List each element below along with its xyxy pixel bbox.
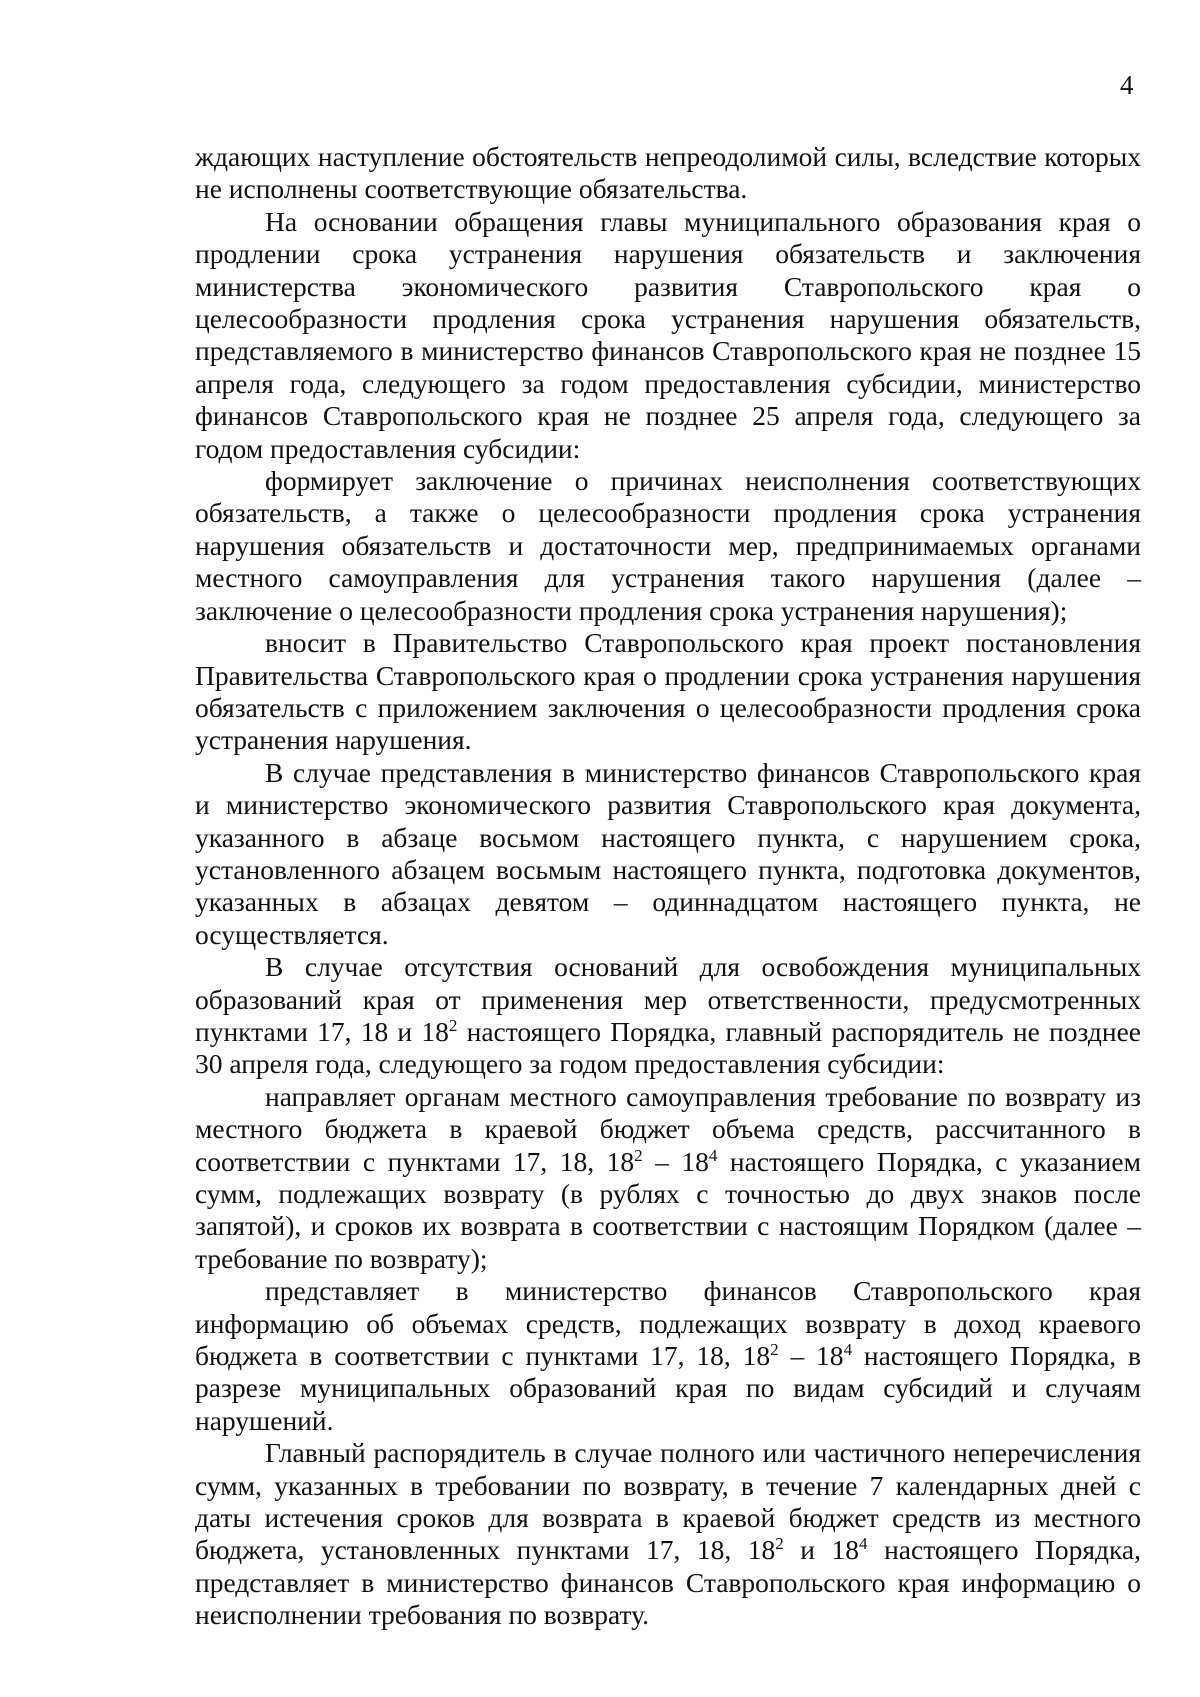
paragraph: В случае представления в министерство финансов Ставропольского края и министерство экономического развития Ставропольского края документа, указанного в абзаце восьмом настоящего пункта, с нарушением срока, установленного абзацем восьмым настоящего пункта, подготовка документов, указанных в абзацах девятом – одиннадцатом настоящего пункта, не осуществляется. bbox=[195, 756, 1141, 950]
paragraph: ждающих наступление обстоятельств непреодолимой силы, вследствие которых не исполнены соответствующие обязательства. bbox=[195, 141, 1141, 205]
paragraph: формирует заключение о причинах неисполнения соответствующих обязательств, а также о целесообразности продления срока устранения нарушения обязательств и достаточности мер, предпринимаемых органами местного самоуправления для устранения такого нарушения (далее – заключение о целесообразности продления срока устранения нарушения); bbox=[195, 465, 1141, 626]
document-body bbox=[195, 141, 1141, 1632]
paragraph: Главный распорядитель в случае полного или частичного неперечисления сумм, указанных в требовании по возврату, в течение 7 календарных дней с даты истечения сроков для возврата в краевой бюджет средств из местного бюджета, установленных пунктами 17, 18, $18^2$ и $18^4$ настоящего Порядка, представляет в министерство финансов Ставропольского края информацию о неисполнении требования по возврату. bbox=[195, 1437, 1141, 1631]
paragraph: На основании обращения главы муниципального образования края о продлении срока устранения нарушения обязательств и заключения министерства экономического развития Ставропольского края о целесообразности продления срока устранения нарушения обязательств, представляемого в министерство финансов Ставропольского края не позднее 15 апреля года, следующего за годом предоставления субсидии, министерство финансов Ставропольского края не позднее 25 апреля года, следующего за годом предоставления субсидии: bbox=[195, 205, 1141, 464]
paragraph: направляет органам местного самоуправления требование по возврату из местного бюджета в краевой бюджет объема средств, рассчитанного в соответствии с пунктами 17, 18, $18^2 - 18^4$ настоящего Порядка, с указанием сумм, подлежащих возврату (в рублях с точностью до двух знаков после запятой), и сроков их возврата в соответствии с настоящим Порядком (далее – требование по возврату); bbox=[195, 1080, 1142, 1274]
page-number: 4 bbox=[1120, 70, 1134, 100]
paragraph: В случае отсутствия оснований для освобождения муниципальных образований края от применения мер ответственности, предусмотренных пунктами 17, 18 и $18^2$ настоящего Порядка, главный распорядитель не позднее 30 апреля года, следующего за годом предоставления субсидии: bbox=[195, 951, 1142, 1080]
paragraph: вносит в Правительство Ставропольского края проект постановления Правительства Ставропольского края о продлении срока устранения нарушения обязательств с приложением заключения о целесообразности продления срока устранения нарушения. bbox=[195, 627, 1141, 756]
paragraph: представляет в министерство финансов Ставропольского края информацию об объемах средств, подлежащих возврату в доход краевого бюджета в соответствии с пунктами 17, 18, $18^2 - 18^4$ настоящего Порядка, в разрезе муниципальных образований края по видам субсидий и случаям нарушений. bbox=[195, 1275, 1141, 1436]
